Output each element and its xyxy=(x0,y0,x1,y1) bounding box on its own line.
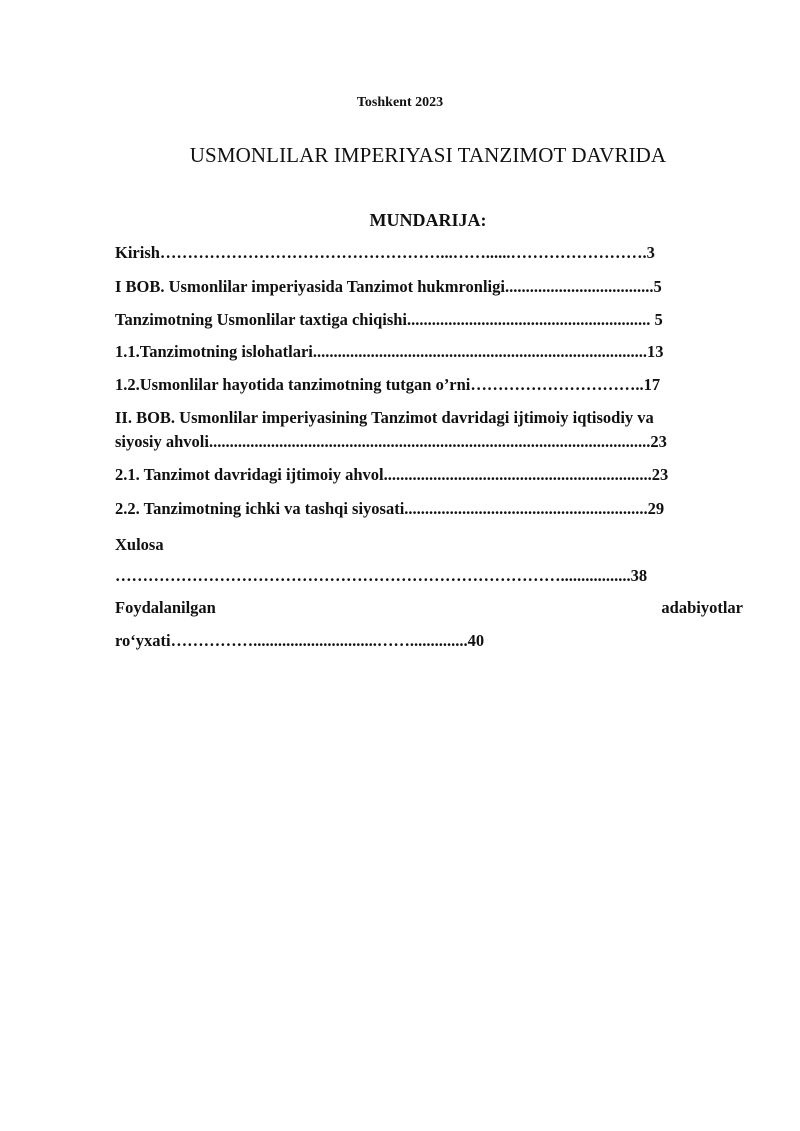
toc-entry-bibliography-line-1 xyxy=(115,598,743,618)
toc-entry-section-1-2: 1.2.Usmonlilar hayotida tanzimotning tutgan o’rni…………………………..17 xyxy=(115,375,661,394)
toc-entry-section-1-1: 1.1.Tanzimotning islohatlari.................................................................................13 xyxy=(115,342,664,361)
toc-entry-chapter-1: I BOB. Usmonlilar imperiyasida Tanzimot hukmronligi....................................5 xyxy=(115,277,662,296)
bibliography-word-2: adabiyotlar xyxy=(661,598,743,617)
toc-entry-kirish: Kirish……………………………………………...……......…………………….3 xyxy=(115,243,655,262)
toc-entry-xulosa-page: ……………………………………………………………………….................38 xyxy=(115,566,648,585)
document-title: USMONLILAR IMPERIYASI TANZIMOT DAVRIDA xyxy=(189,143,667,167)
city-year: Toshkent 2023 xyxy=(356,95,444,110)
toc-entry-bibliography-line-2: ro‘yxati……………..............................……..............40 xyxy=(115,631,485,650)
toc-entry-chapter-2-line-2: siyosiy ahvoli...........................................................................................................23 xyxy=(115,432,667,451)
toc-heading: MUNDARIJA: xyxy=(369,210,487,230)
toc-entry-section-intro: Tanzimotning Usmonlilar taxtiga chiqishi........................................................... 5 xyxy=(115,310,663,329)
toc-entry-section-2-2: 2.2. Tanzimotning ichki va tashqi siyosati...........................................................29 xyxy=(115,499,665,518)
toc-entry-xulosa-label: Xulosa xyxy=(115,535,164,554)
toc-entry-section-2-1: 2.1. Tanzimot davridagi ijtimoiy ahvol.................................................................23 xyxy=(115,465,669,484)
toc-entry-chapter-2-line-1: II. BOB. Usmonlilar imperiyasining Tanzimot davridagi ijtimoiy iqtisodiy va xyxy=(115,408,654,427)
bibliography-word-1: Foydalanilgan xyxy=(115,598,216,617)
